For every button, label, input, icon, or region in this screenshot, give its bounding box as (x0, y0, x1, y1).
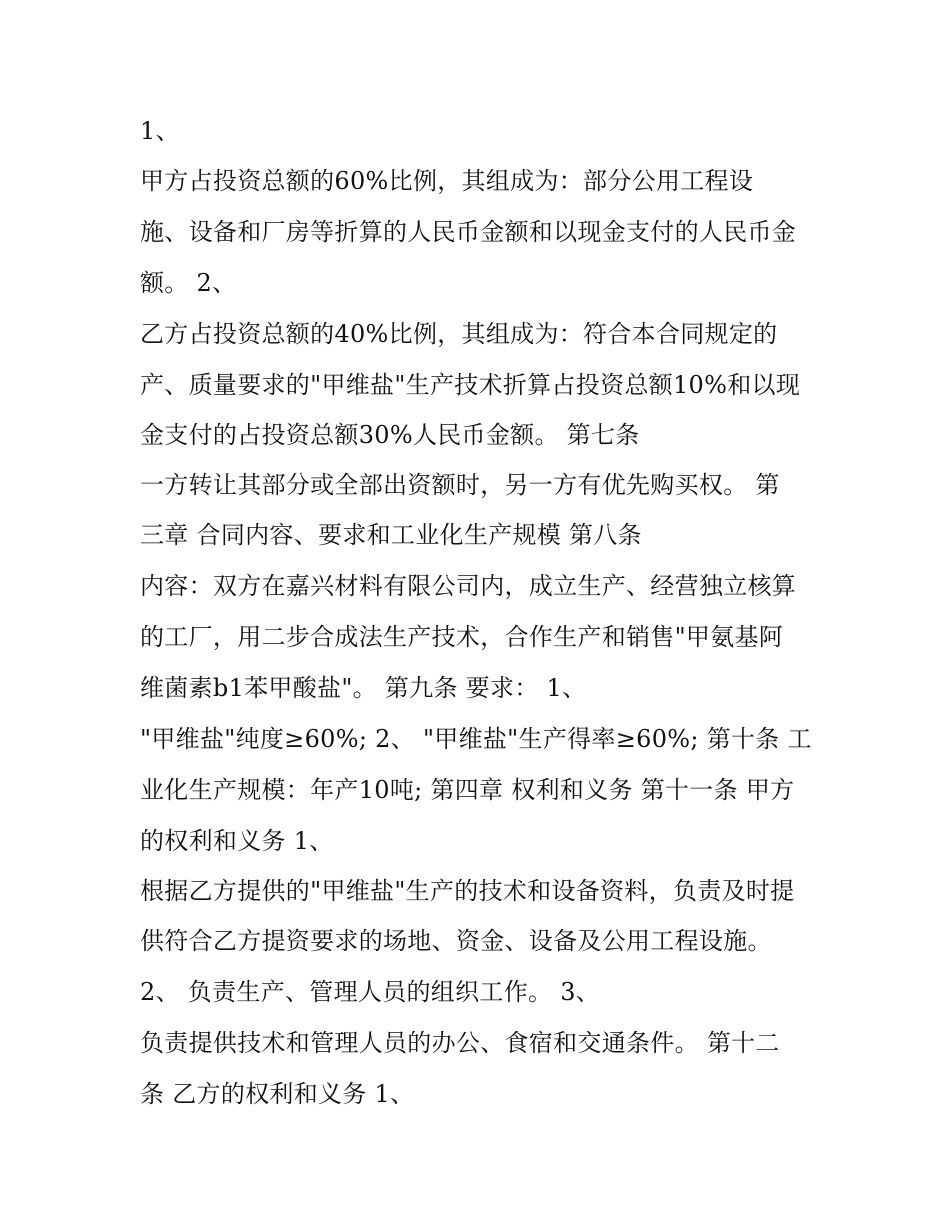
text-line: 根据乙方提供的"甲维盐"生产的技术和设备资料，负责及时提 (140, 877, 795, 905)
text-line: 2、 负责生产、管理人员的组织工作。 3、 (140, 978, 601, 1006)
text-line: 条 乙方的权利和义务 1、 (140, 1080, 415, 1108)
text-line: 供符合乙方提资要求的场地、资金、设备及公用工程设施。 (140, 927, 772, 955)
text-line: 金支付的占投资总额30%人民币金额。 第七条 (140, 421, 640, 449)
text-line: 一方转让其部分或全部出资额时，另一方有优先购买权。 第 (140, 471, 780, 499)
text-line: 甲方占投资总额的60%比例，其组成为：部分公用工程设 (140, 167, 754, 195)
text-line: 业化生产规模：年产10吨; 第四章 权利和义务 第十一条 甲方 (140, 776, 795, 804)
text-line: 1、 (140, 117, 180, 145)
text-line: 产、质量要求的"甲维盐"生产技术折算占投资总额10%和以现 (140, 371, 801, 399)
text-line: "甲维盐"纯度≥60%; 2、 "甲维盐"生产得率≥60%; 第十条 工 (140, 725, 812, 753)
text-line: 的权利和义务 1、 (140, 827, 334, 855)
text-line: 三章 合同内容、要求和工业化生产规模 第八条 (140, 521, 642, 549)
text-line: 的工厂，用二步合成法生产技术，合作生产和销售"甲氨基阿 (140, 623, 784, 651)
text-line: 额。 2、 (140, 269, 237, 297)
text-line: 负责提供技术和管理人员的办公、食宿和交通条件。 第十二 (140, 1029, 780, 1057)
text-line: 内容：双方在嘉兴材料有限公司内，成立生产、经营独立核算 (140, 572, 797, 600)
text-line: 乙方占投资总额的40%比例，其组成为：符合本合同规定的 (140, 320, 778, 348)
text-line: 施、设备和厂房等折算的人民币金额和以现金支付的人民币金 (140, 218, 797, 246)
text-line: 维菌素b1苯甲酸盐"。 第九条 要求： 1、 (140, 674, 587, 702)
